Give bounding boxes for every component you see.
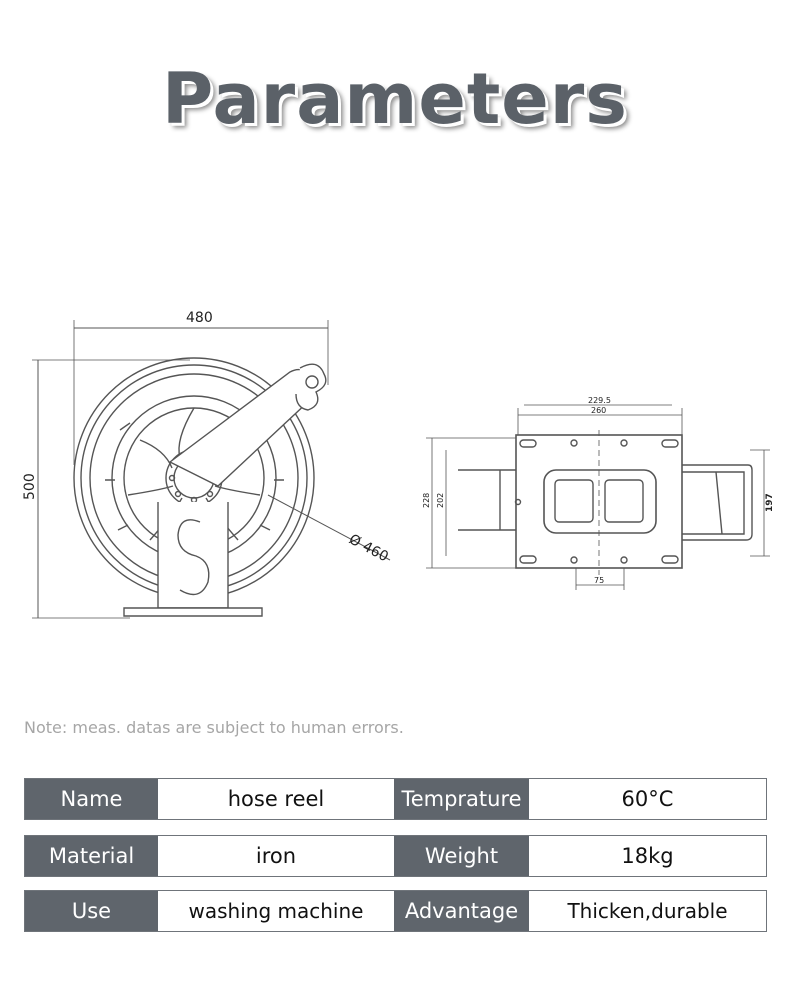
front-view-drawing [32, 320, 390, 618]
spec-value-name: hose reel [158, 779, 394, 819]
dim-diameter-460: Ø 460 [346, 531, 391, 566]
spec-label-temperature: Temprature [394, 779, 529, 819]
spec-value-temperature: 60°C [529, 779, 766, 819]
spec-value-use: washing machine [158, 891, 394, 931]
dim-260: 260 [591, 406, 607, 415]
spec-row-material [24, 835, 767, 877]
dim-197: 197 [765, 493, 775, 512]
dim-228: 228 [422, 492, 431, 508]
spec-label-weight: Weight [394, 836, 529, 876]
spec-value-weight: 18kg [529, 836, 766, 876]
spec-row-use [24, 890, 767, 932]
technical-drawing [0, 290, 790, 650]
spec-label-advantage: Advantage [394, 891, 529, 931]
dim-height-500: 500 [22, 473, 38, 500]
dim-width-480: 480 [186, 310, 213, 326]
measurement-note: Note: meas. datas are subject to human errors. [24, 718, 404, 737]
spec-label-material: Material [25, 836, 158, 876]
page-title: Parameters [162, 58, 628, 140]
spec-label-use: Use [25, 891, 158, 931]
spec-row-name [24, 778, 767, 820]
dim-202: 202 [436, 492, 445, 508]
spec-value-material: iron [158, 836, 394, 876]
dim-229-5: 229.5 [588, 396, 611, 405]
dim-75: 75 [594, 576, 605, 585]
spec-value-advantage: Thicken,durable [529, 891, 766, 931]
spec-label-name: Name [25, 779, 158, 819]
top-view-drawing [426, 405, 770, 590]
